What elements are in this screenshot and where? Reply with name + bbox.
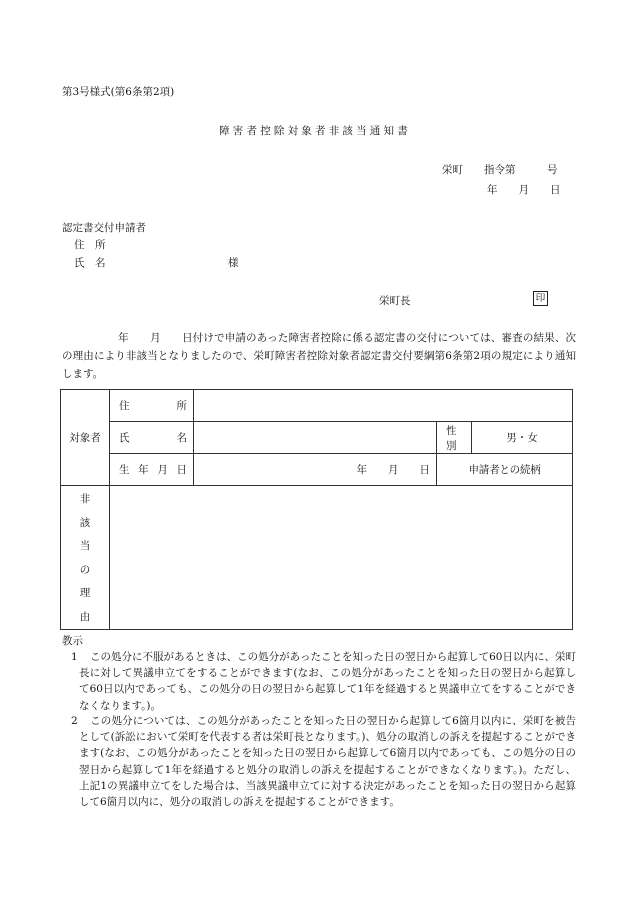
gender-value[interactable]: 男・女 — [472, 422, 573, 454]
subject-name-label: 氏 名 — [110, 422, 194, 454]
seal-stamp: 印 — [533, 291, 548, 306]
teaching-item — [62, 713, 576, 810]
sender-title: 栄町長 — [379, 295, 411, 307]
dob-label: 生年月日 — [110, 454, 194, 486]
notice-body — [62, 330, 576, 383]
issuer-reference: 栄町 指令第 号 — [442, 164, 558, 176]
reason-field[interactable] — [110, 486, 573, 630]
subject-address-label: 住 所 — [110, 390, 194, 422]
document-title: 障害者控除対象者非該当通知書 — [219, 125, 411, 137]
applicant-heading: 認定書交付申請者 — [62, 222, 146, 234]
form-label: 第3号様式(第6条第2項) — [62, 86, 175, 98]
honorific: 様 — [228, 257, 239, 269]
reason-char: 由 — [79, 610, 91, 623]
reason-char: の — [79, 563, 91, 576]
dob-value[interactable]: 年 月 日 — [194, 454, 437, 486]
teaching-item-text: この処分に不服があるときは、この処分があったことを知った日の翌日から起算して60日以内に、栄町長に対して異議申立てをすることができます(なお、この処分があったことを知った日の翌日から起算して60日以内であっても、この処分の日の翌日から起算して1年を経過すると異議申立てをすることができなくなります。)。 — [79, 651, 576, 712]
issue-date: 年 月 日 — [487, 184, 561, 196]
teaching-item-number: 1 — [71, 651, 78, 663]
reason-char: 当 — [79, 540, 91, 552]
subject-address-field[interactable] — [194, 390, 573, 422]
applicant-address-label: 住 所 — [74, 239, 106, 251]
subject-label: 対象者 — [61, 390, 110, 486]
teaching-item — [62, 649, 576, 714]
relation-label: 申請者との続柄 — [437, 454, 573, 486]
subject-table — [60, 389, 573, 630]
reason-char: 非 — [79, 493, 91, 505]
reason-char: 該 — [79, 516, 91, 529]
teaching-heading: 教示 — [62, 635, 83, 647]
notice-body-text: 年 月 日付けで申請のあった障害者控除に係る認定書の交付については、審査の結果、次の理由により非該当となりましたので、栄町障害者控除対象者認定書交付要綱第6条第2項の規定により通知します。 — [62, 332, 576, 380]
gender-label: 性 別 — [437, 422, 472, 454]
applicant-name-label: 氏 名 — [74, 257, 106, 269]
reason-char: 理 — [79, 587, 91, 599]
teaching-item-number: 2 — [71, 715, 78, 727]
teaching-item-text: この処分については、この処分があったことを知った日の翌日から起算して6箇月以内に、栄町を被告として(訴訟において栄町を代表する者は栄町長となります。)、処分の取消しの訴えを提起することができます(なお、この処分があったことを知った日の翌日から起算して6箇月以内であっても、この処分の日の翌日から起算して1年を経過すると処分の取消しの訴えを提起することができなくなります。)。ただし、上記1の異議申立てをした場合は、当該異議申立てに対する決定があったことを知った日の翌日から起算して6箇月以内に、処分の取消しの訴えを提起することができます。 — [79, 715, 576, 809]
subject-name-field[interactable] — [194, 422, 437, 454]
reason-label — [61, 486, 110, 630]
